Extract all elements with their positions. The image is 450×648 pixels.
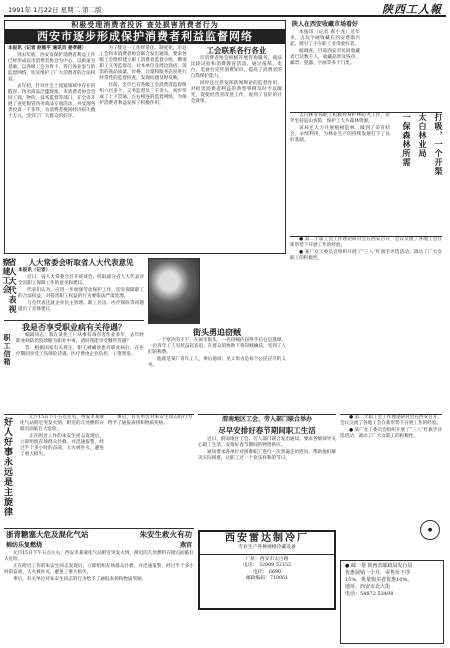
- notice-line: 地址：西安市北大街: [345, 584, 391, 590]
- hero-para: 一个寒冷的下午，在闹市街头，一名窃贼扒窃得手后仓皇逃窜，一位青年工人见状奋起直追，在群众的协助下将窃贼擒获，受到了人们的称赞。: [148, 338, 286, 355]
- fire-story: [4, 414, 194, 526]
- hero-para: 他就是某厂青年工人，事后他说：见义勇为是每个公民应尽的义务。: [148, 357, 286, 368]
- notice-line: 电话：54872 53498: [345, 591, 394, 597]
- notes-para: ● 第二十届工会工作理论研讨会在西安召开，会议交流了各地工会在新形势下开展工作的经验。: [340, 415, 442, 426]
- congress-para: 代表们认为，应进一步加强劳动保护工作，切实保障职工的合法权益，对侵害职工权益的行为要依法严肃处理。: [18, 288, 144, 299]
- weinan-story: [198, 414, 336, 526]
- lead-byline: 本报讯（记者 赵维平 通讯员 姜孝健）: [8, 46, 87, 51]
- notes-para: ● 第二十届工会工作理论研讨会在西安召开，会议交流了各地工会在新形势下开展工作的经验。: [290, 237, 442, 248]
- lead-para: 为了使这一工作经常化、制度化，市总工会和市消费者协会联合发出通知，要求各级工会组织建立职工消费者监督小组，聘请职工义务监督员，对本单位及周边商店、饭馆的商品质量、价格、计量和服务态度进行经常性的监督检查，发现问题及时反映。: [99, 46, 187, 81]
- fire-story-b: [4, 528, 194, 644]
- story-a-subhead: 棉纺乐复燃烧: [6, 542, 43, 549]
- fire-para: 正在附近工作的朱安生同志发现后，立即组织在场群众扑救，并迅速报警，经过半个多小时的奋战，大火被扑灭，避免了重大损失。: [20, 434, 104, 457]
- lead-banner-headline: 西安市逐步形成保护消费者利益监督网络: [5, 29, 285, 44]
- lead-column-1: [8, 46, 95, 121]
- worker-photo: [148, 258, 200, 324]
- congress-byline: 本报讯（记者）: [18, 268, 51, 273]
- notice-line: 15%，批量购买者优惠10%。: [345, 577, 413, 583]
- mid-subhead: 工会联系各行各业: [206, 46, 267, 55]
- weinan-para: 通知要求各单位对困难职工进行一次普遍走访慰问，帮助他们解决实际困难，让职工过一个欢乐祥和的节日。: [198, 450, 336, 461]
- mid-para: 同时还注意发挥新闻舆论的监督作用，对损害消费者利益的典型事例及时予以曝光，促使经营者改进工作，收到了良好的社会效果。: [190, 81, 282, 104]
- right-bottom-story: [340, 414, 442, 526]
- ad-address: 厂址：西安市太白路: [245, 556, 289, 562]
- masthead: [4, 3, 446, 17]
- notice-line: ● 邮一帮 陕西省邮政局发行局: [345, 563, 413, 569]
- forestry-para: 太白林业局职工积极投身护林防火工作，常年坚持巡山查险，保护了大片森林资源。: [290, 113, 390, 124]
- letters-para: 答：根据国家有关规定，职工被确诊患有职业病后，在医疗期间享受工伤保险待遇，医疗费由企业负担，工资照发。: [16, 346, 144, 357]
- collectors-para: 本报讯（记者 郝小龙）近年来，古玩字画收藏在西安逐渐兴起，吸引了不少职工业余爱好者。: [290, 30, 360, 47]
- forestry-para: 该局还大力开展植树造林，做到了采育结合，永续利用，为林业生产的持续发展打下了良好基础。: [290, 126, 390, 143]
- fire-para: 事后，有关单位对朱安生同志的行为给予了通报表扬和物质奖励。: [108, 415, 192, 426]
- weinan-para: 近日，渭南地区工会、劳人部门联合发出通知，要求各级领导关心职工生活，安排好春节期间的物资供应。: [198, 437, 336, 448]
- fire-para: 事后，有关单位对朱安生同志的行为给予了通报表扬和物质奖励。: [13, 577, 147, 582]
- ad-subtitle: 专业生产各种规格冷藏设备: [238, 545, 296, 550]
- forestry-vertical-b: 太白林业局: [418, 113, 428, 158]
- collectors-headline: 陕人在西安收藏市场看好: [291, 21, 358, 28]
- ad-postcode: 邮政编码：710061: [245, 576, 289, 581]
- radar-refrigeration-ad: [198, 530, 336, 610]
- ad-title: 西安雷达制冷厂: [225, 533, 309, 544]
- lead-story: [4, 20, 286, 254]
- circle-badge-icon: ●: [420, 520, 440, 540]
- newspaper-logo: 陕西工人報: [382, 3, 442, 16]
- lead-kicker: 积极受理消费者投诉 查处损害消费者行为: [71, 20, 219, 29]
- forestry-story: [290, 112, 442, 232]
- congress-headline: 人大常委会听取省人大代表意见: [28, 258, 134, 267]
- congress-para: 与会代表还就企业民主管理、职工住房、医疗保险等问题提出了具体建议。: [18, 301, 144, 312]
- ad-phone: 电话： 32009 53153: [243, 563, 291, 568]
- notes-para: ● 某厂女工委员会组织开展了“三八”红旗手评选活动，调动了广大女职工的积极性。: [340, 428, 442, 439]
- fire-column-2: [108, 415, 192, 459]
- congress-para: 近日，省人大常委会召开座谈会，听取部分省人大代表对全省职工保障工作的意见和建议。: [18, 275, 144, 286]
- weinan-kicker: 渭南地区工会、劳人部门联合举办: [221, 416, 312, 423]
- letters-vertical-label: 职工信箱: [3, 334, 12, 366]
- hero-headline: 街头勇追窃贼: [193, 327, 241, 337]
- notes-para: ● 某厂女工委员会组织开展了“三八”红旗手评选活动，调动了广大女职工的积极性。: [290, 250, 442, 261]
- fire-para: 元月15日下午五点左右，西安市某液化气站附近突发火情，附近的几处燃料存储点面临巨大危险。: [20, 415, 104, 432]
- letters-story: [4, 320, 144, 410]
- union-notes: [290, 236, 442, 412]
- ad-telegraph: 电挂： 6690: [252, 569, 282, 575]
- good-deeds-vertical-banner: 好人好事永远是主旋律: [2, 417, 12, 517]
- story-b-subhead: 燕宫: [179, 542, 192, 549]
- weinan-headline: 尽早安排好春节期间职工生活: [218, 426, 316, 435]
- hero-story: [148, 326, 286, 412]
- letters-headline: 我是否享受职业病有关待遇？: [22, 322, 126, 332]
- fire-column-1: [20, 415, 104, 459]
- lead-para: 到去年底，西安市保护消费者利益工作已经形成以市消费者协会为中心，以街道为基础，以各级工会为骨干，各行各业参与的监督网络，切实维护了广大消费者的合法权益。: [8, 53, 96, 82]
- fire-para: 元月15日下午五点左右，西安市某液化气站附近突发火情，附近的几处燃料存储点面临巨大危险。: [4, 551, 194, 562]
- congress-vertical-headline: 省人大代表视察建工会: [2, 258, 18, 314]
- story-a-headline: 浙青糖塞大危及混化气站: [6, 530, 89, 539]
- lead-column-3: [191, 46, 282, 121]
- collectors-para: 据调查，目前西安市民间收藏者已达数千人，收藏品涉及钱币、邮票、瓷器、字画等多个门类。: [290, 49, 360, 66]
- collectors-story: [290, 20, 360, 110]
- lead-para: 去年初，针对社会上流通领域中存在的假冒、伪劣商品泛滥现象，市消费者协会会同工商、物价、技术监督等部门，在全市开展了查处假冒伪劣商品专项活动，共受理各类投诉一千多件，为消费者挽回经济损失数十万元，受到了广大群众的好评。: [8, 84, 96, 119]
- fire-para: 正在附近工作的朱安生同志发现后，立即组织在场群众扑救，并迅速报警，经过半个多小时的奋战，大火被扑灭，避免了重大损失。: [4, 564, 194, 575]
- letters-para: 编辑同志：我在某化工厂从事有毒有害作业多年，去年经职业病防治院诊断为职业中毒，请问我能享受哪些待遇？: [16, 333, 144, 344]
- mid-para: 市消费者协会积极开展咨询服务、商品比较试验和消费教育活动，通过报纸、电台、电视台宣传消费知识，提高了消费者的自我保护能力。: [190, 56, 282, 79]
- notice-line: 优惠展销一个月，零售价下浮: [345, 570, 411, 576]
- lead-para: 目前，全市已有各级工会消费者监督组织六百多个，义务监督员三千余人，初步形成了上下贯通、左右相连的监督网络，为保护消费者利益发挥了积极作用。: [99, 83, 187, 106]
- forestry-vertical-a: 打吸，一个开渠: [434, 113, 444, 176]
- congress-story: [4, 258, 144, 316]
- post-office-notice: [340, 560, 444, 644]
- issue-date: 1991年 1月22日 星期二 第二版: [8, 6, 102, 14]
- lead-column-2: [99, 46, 186, 121]
- story-b-headline: 朱安生救火有功: [139, 530, 192, 539]
- forestry-vertical-c: 一保森林所需: [402, 113, 412, 167]
